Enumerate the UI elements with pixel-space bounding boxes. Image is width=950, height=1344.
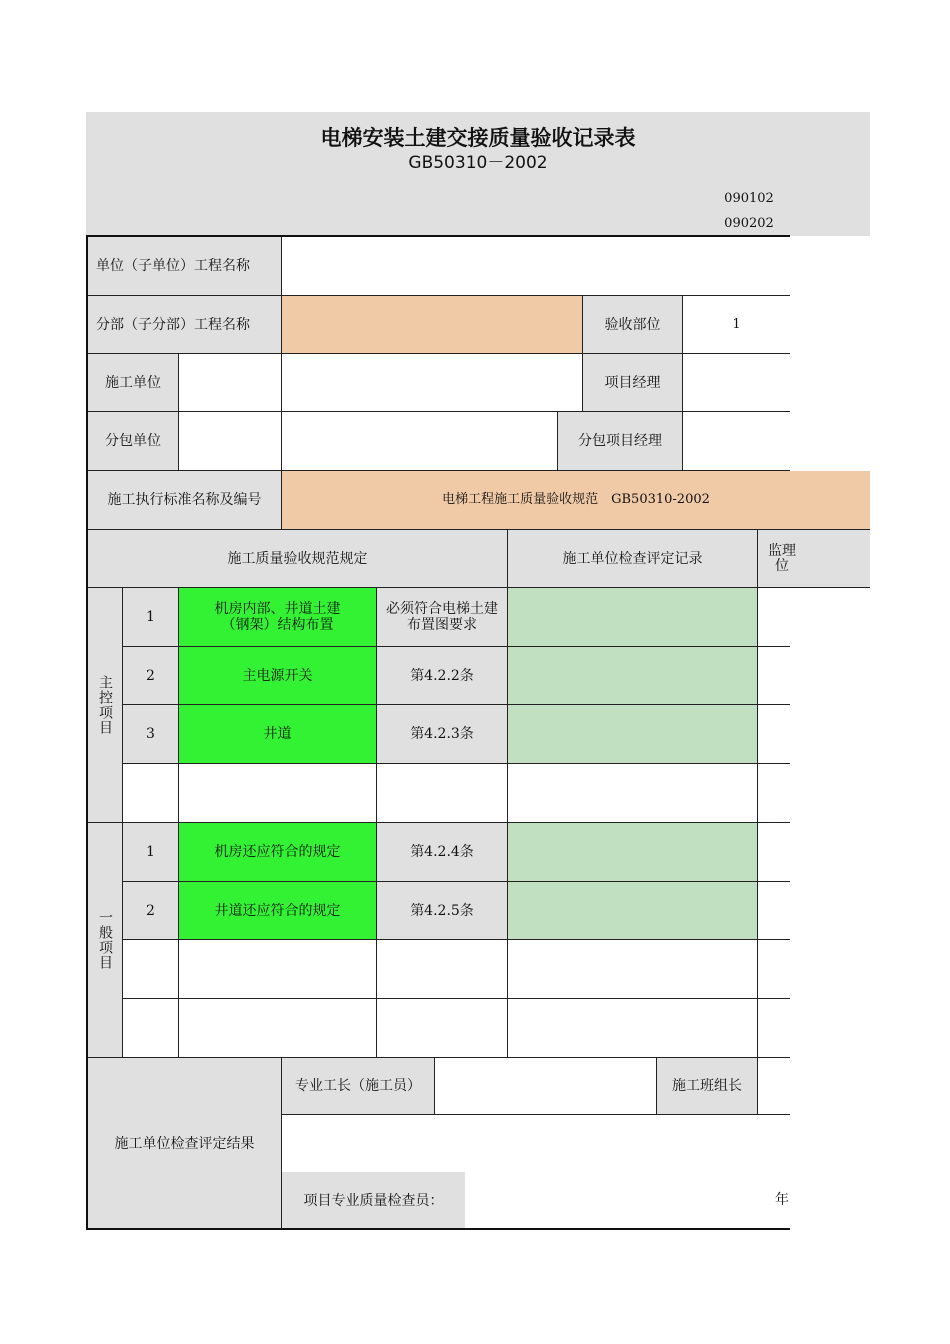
main-row-3-no: 3: [123, 705, 178, 763]
sub-project-field[interactable]: [282, 296, 582, 353]
general-row-2-clause: 第4.2.5条: [377, 882, 507, 939]
subcontract-unit-field[interactable]: [179, 412, 557, 470]
team-leader-label: 施工班组长: [657, 1058, 757, 1114]
form-code-2: 090202: [724, 216, 774, 231]
unit-project-label: 单位（子单位）工程名称: [88, 237, 281, 295]
year-label: 年: [775, 1192, 789, 1208]
main-row-2-record[interactable]: [508, 647, 757, 704]
inspector-label: 项目专业质量检查员：: [282, 1172, 465, 1229]
general-row-3-record[interactable]: [508, 940, 757, 998]
record-column-header: 施工单位检查评定记录: [508, 530, 757, 587]
main-row-2-clause: 第4.2.2条: [377, 647, 507, 704]
supervisor-column-label: 监理 位: [768, 542, 796, 574]
general-row-1-clause: 第4.2.4条: [377, 823, 507, 881]
result-label: 施工单位检查评定结果: [88, 1058, 281, 1229]
general-row-4-record[interactable]: [508, 999, 757, 1057]
outer-border-bottom: [86, 1228, 790, 1230]
sub-project-label: 分部（子分部）工程名称: [88, 296, 281, 353]
project-manager-field[interactable]: [683, 354, 790, 411]
general-row-1-no: 1: [123, 823, 178, 881]
general-row-1-record[interactable]: [508, 823, 757, 881]
general-row-2-record[interactable]: [508, 882, 757, 939]
main-row-1-record[interactable]: [508, 588, 757, 646]
spec-column-header: 施工质量验收规范规定: [88, 530, 507, 587]
general-row-3-item[interactable]: [179, 940, 376, 998]
foreman-label: 专业工长（施工员）: [282, 1058, 434, 1114]
subcontract-manager-field[interactable]: [683, 412, 790, 470]
main-row-4-record[interactable]: [508, 764, 757, 822]
general-row-1-item: 机房还应符合的规定: [179, 823, 376, 881]
main-row-1-clause: 必须符合电梯土建布置图要求: [377, 588, 507, 646]
inspection-part-field[interactable]: 1: [683, 296, 790, 353]
general-row-4-item[interactable]: [179, 999, 376, 1057]
construction-unit-label: 施工单位: [88, 354, 178, 411]
subcontract-unit-label: 分包单位: [88, 412, 178, 470]
unit-project-field[interactable]: [282, 237, 790, 295]
main-row-1-no: 1: [123, 588, 178, 646]
outer-border-top: [86, 235, 790, 237]
foreman-field[interactable]: [435, 1058, 656, 1114]
construction-unit-field[interactable]: [179, 354, 582, 411]
main-row-4-item[interactable]: [179, 764, 376, 822]
general-items-group-label: 一般项目: [88, 823, 122, 1057]
result-field[interactable]: [282, 1115, 790, 1172]
standard-code: GB50310－2002: [408, 153, 548, 173]
main-items-group-label: 主控项目: [88, 588, 122, 822]
main-row-3-record[interactable]: [508, 705, 757, 763]
project-manager-label: 项目经理: [583, 354, 682, 411]
general-row-2-item: 井道还应符合的规定: [179, 882, 376, 939]
main-row-4-no: [123, 764, 178, 822]
main-row-3-clause: 第4.2.3条: [377, 705, 507, 763]
supervisor-column-header: [758, 530, 870, 587]
main-row-4-clause[interactable]: [377, 764, 507, 822]
main-row-3-item: 井道: [179, 705, 376, 763]
standard-name-label: 施工执行标准名称及编号: [88, 471, 281, 529]
general-row-3-clause[interactable]: [377, 940, 507, 998]
standard-name-field[interactable]: 电梯工程施工质量验收规范 GB50310-2002: [282, 471, 870, 529]
inspection-part-label: 验收部位: [583, 296, 682, 353]
general-row-2-no: 2: [123, 882, 178, 939]
general-row-4-no: [123, 999, 178, 1057]
main-row-2-no: 2: [123, 647, 178, 704]
form-title: 电梯安装土建交接质量验收记录表: [320, 126, 636, 150]
outer-border-left: [86, 235, 88, 1230]
subcontract-manager-label: 分包项目经理: [558, 412, 682, 470]
inspector-field[interactable]: [466, 1172, 790, 1229]
form-code-1: 090102: [724, 191, 774, 206]
team-leader-field[interactable]: [758, 1058, 790, 1114]
main-row-2-item: 主电源开关: [179, 647, 376, 704]
general-row-4-clause[interactable]: [377, 999, 507, 1057]
main-row-1-item: 机房内部、井道土建（钢架）结构布置: [179, 588, 376, 646]
general-row-3-no: [123, 940, 178, 998]
